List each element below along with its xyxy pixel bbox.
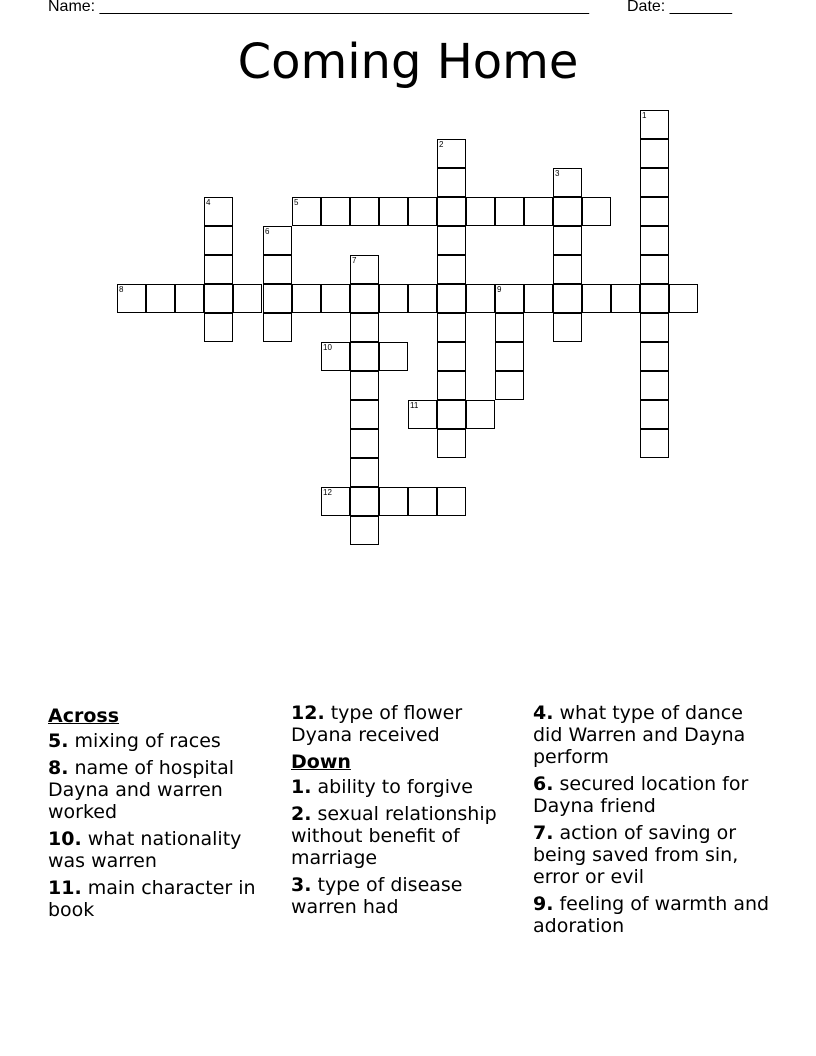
- date-field-label: Date: _______: [627, 0, 732, 15]
- cell-number-2: 2: [439, 140, 444, 149]
- crossword-cell[interactable]: [263, 313, 292, 342]
- crossword-cell[interactable]: [466, 400, 495, 429]
- crossword-cell[interactable]: [495, 197, 524, 226]
- crossword-cell[interactable]: [350, 197, 379, 226]
- down-clue-9: 9. feeling of warmth and adoration: [533, 893, 770, 937]
- crossword-cell[interactable]: [233, 284, 262, 313]
- cell-number-9: 9: [497, 285, 502, 294]
- page-title: Coming Home: [237, 34, 579, 90]
- down-heading: Down: [291, 751, 351, 773]
- crossword-cell[interactable]: [640, 197, 669, 226]
- crossword-cell[interactable]: [350, 458, 379, 487]
- crossword-cell[interactable]: [466, 197, 495, 226]
- cell-number-4: 4: [206, 198, 211, 207]
- cell-number-12: 12: [323, 488, 332, 497]
- down-clue-2: 2. sexual relationship without benefit of marriage: [291, 803, 497, 869]
- crossword-cell[interactable]: [640, 400, 669, 429]
- crossword-cell[interactable]: [408, 487, 437, 516]
- crossword-cell[interactable]: [321, 284, 350, 313]
- crossword-cell[interactable]: [437, 487, 466, 516]
- clue-column-1: [48, 702, 284, 926]
- down-clue-7: 7. action of saving or being saved from sin, error or evil: [533, 822, 739, 888]
- crossword-cell[interactable]: [175, 284, 204, 313]
- crossword-cell[interactable]: [263, 284, 292, 313]
- crossword-cell[interactable]: [408, 284, 437, 313]
- crossword-cell[interactable]: [553, 197, 582, 226]
- crossword-cell[interactable]: [640, 139, 669, 168]
- cell-number-1: 1: [642, 111, 647, 120]
- crossword-cell[interactable]: [379, 284, 408, 313]
- down-clue-4: 4. what type of dance did Warren and Dayna perform: [533, 702, 746, 768]
- crossword-cell[interactable]: [321, 197, 350, 226]
- crossword-cell[interactable]: [350, 313, 379, 342]
- cell-number-3: 3: [555, 169, 560, 178]
- crossword-cell[interactable]: [640, 168, 669, 197]
- crossword-cell[interactable]: [640, 429, 669, 458]
- crossword-cell[interactable]: [204, 255, 233, 284]
- crossword-cell[interactable]: [524, 284, 553, 313]
- down-clue-1: 1. ability to forgive: [291, 776, 473, 798]
- crossword-cell[interactable]: [437, 284, 466, 313]
- crossword-cell[interactable]: [640, 255, 669, 284]
- cell-number-8: 8: [119, 285, 124, 294]
- across-clue-12: 12. type of flower Dyana received: [291, 702, 463, 746]
- crossword-cell[interactable]: [553, 284, 582, 313]
- crossword-cell[interactable]: [350, 516, 379, 545]
- crossword-cell[interactable]: [495, 371, 524, 400]
- crossword-cell[interactable]: [146, 284, 175, 313]
- cell-number-5: 5: [294, 198, 299, 207]
- crossword-cell[interactable]: [350, 284, 379, 313]
- crossword-cell[interactable]: [524, 197, 553, 226]
- cell-number-7: 7: [352, 256, 357, 265]
- crossword-cell[interactable]: [582, 284, 611, 313]
- crossword-cell[interactable]: [437, 255, 466, 284]
- across-heading: Across: [48, 705, 120, 727]
- across-clue-10: 10. what nationality was warren: [48, 828, 242, 872]
- down-clue-3: 3. type of disease warren had: [291, 874, 463, 918]
- across-clue-11: 11. main character in book: [48, 877, 256, 921]
- crossword-cell[interactable]: [204, 284, 233, 313]
- crossword-cell[interactable]: [408, 197, 437, 226]
- crossword-cell[interactable]: [640, 371, 669, 400]
- crossword-cell[interactable]: [495, 313, 524, 342]
- cell-number-11: 11: [410, 401, 419, 410]
- crossword-cell[interactable]: [350, 400, 379, 429]
- crossword-cell[interactable]: [640, 342, 669, 371]
- across-clue-5: 5. mixing of races: [48, 730, 221, 752]
- cell-number-6: 6: [265, 227, 270, 236]
- crossword-cell[interactable]: [669, 284, 698, 313]
- crossword-cell[interactable]: [437, 400, 466, 429]
- crossword-cell[interactable]: [437, 313, 466, 342]
- crossword-cell[interactable]: [204, 313, 233, 342]
- crossword-cell[interactable]: [379, 342, 408, 371]
- crossword-cell[interactable]: [437, 168, 466, 197]
- crossword-cell[interactable]: [204, 226, 233, 255]
- crossword-cell[interactable]: [263, 255, 292, 284]
- across-clue-8: 8. name of hospital Dayna and warren worked: [48, 757, 235, 823]
- crossword-cell[interactable]: [553, 255, 582, 284]
- crossword-cell[interactable]: [437, 371, 466, 400]
- crossword-cell[interactable]: [611, 284, 640, 313]
- crossword-cell[interactable]: [437, 226, 466, 255]
- crossword-cell[interactable]: [350, 487, 379, 516]
- down-clue-6: 6. secured location for Dayna friend: [533, 773, 749, 817]
- crossword-cell[interactable]: [640, 313, 669, 342]
- crossword-cell[interactable]: [582, 197, 611, 226]
- clue-column-3: [533, 702, 773, 942]
- crossword-cell[interactable]: [553, 313, 582, 342]
- crossword-cell[interactable]: [350, 371, 379, 400]
- clue-column-2: [291, 702, 527, 923]
- crossword-cell[interactable]: [379, 197, 408, 226]
- crossword-cell[interactable]: [553, 226, 582, 255]
- crossword-cell[interactable]: [292, 284, 321, 313]
- crossword-cell[interactable]: [350, 429, 379, 458]
- crossword-cell[interactable]: [350, 342, 379, 371]
- crossword-cell[interactable]: [437, 197, 466, 226]
- crossword-cell[interactable]: [379, 487, 408, 516]
- crossword-cell[interactable]: [437, 342, 466, 371]
- crossword-cell[interactable]: [640, 284, 669, 313]
- crossword-cell[interactable]: [466, 284, 495, 313]
- crossword-cell[interactable]: [495, 342, 524, 371]
- cell-number-10: 10: [323, 343, 332, 352]
- crossword-cell[interactable]: [437, 429, 466, 458]
- name-field-label: Name: _______________________________________________________: [48, 0, 589, 15]
- crossword-cell[interactable]: [640, 226, 669, 255]
